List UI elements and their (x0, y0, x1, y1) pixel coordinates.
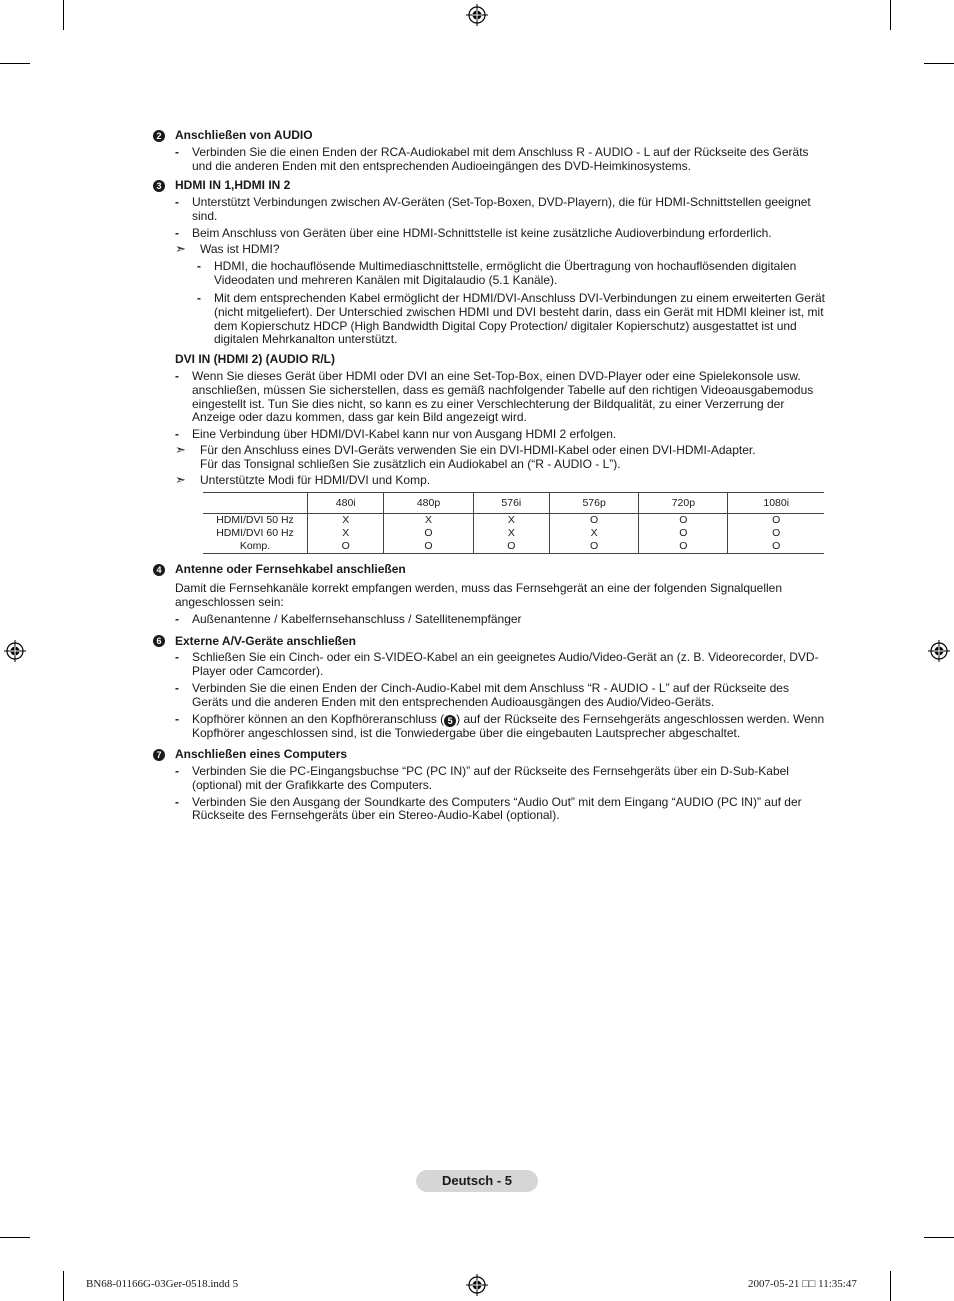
section-heading-computer (153, 748, 825, 762)
registration-mark-icon (466, 1274, 488, 1296)
page-number-label: Deutsch - 5 (416, 1170, 538, 1192)
table-cell: X (473, 514, 549, 528)
page-content (153, 129, 825, 823)
crop-mark (924, 1237, 954, 1238)
bullet-text: Beim Anschluss von Geräten über eine HDMI-Schnittstelle ist keine zusätzliche Audioverbindung erforderlich. (192, 225, 772, 240)
section-heading-external-av (153, 635, 825, 649)
bullet-text: Schließen Sie ein Cinch- oder ein S-VIDEO-Kabel an ein geeignetes Audio/Video-Gerät an (z. B. Videorecorder, DVD-Player oder Camcorder). (192, 650, 819, 679)
note-arrow-icon: ➣ (175, 471, 186, 487)
list-item (197, 260, 825, 288)
bullet-dash: - (197, 259, 201, 274)
note-arrow-icon: ➣ (175, 240, 186, 256)
list-item (175, 651, 825, 679)
print-file-name: BN68-01166G-03Ger-0518.indd 5 (86, 1278, 239, 1290)
note-line: Für den Anschluss eines DVI-Geräts verwenden Sie ein DVI-HDMI-Kabel oder einen DVI-HDMI-Adapter. (200, 442, 756, 457)
table-header-cell: 480p (384, 493, 473, 514)
section-heading-antenna (153, 563, 825, 577)
table-cell: O (550, 514, 639, 528)
table-cell: X (384, 514, 473, 528)
registration-mark-icon (466, 4, 488, 26)
section-number-badge: 6 (153, 635, 165, 647)
list-item (175, 713, 825, 741)
paragraph: Damit die Fernsehkanäle korrekt empfangen werden, muss das Fernsehgerät an eine der folgenden Signalquellen angeschlossen sein: (175, 581, 783, 609)
crop-mark (63, 0, 64, 30)
bullet-text: Verbinden Sie die PC-Eingangsbuchse “PC (PC IN)” auf der Rückseite des Fernsehgeräts über ein D-Sub-Kabel (optional) mit der Grafikkarte des Computers. (192, 764, 789, 792)
table-header-cell: 576p (550, 493, 639, 514)
section-title: HDMI IN 1,HDMI IN 2 (175, 178, 291, 193)
table-cell: O (639, 540, 728, 554)
note-arrow-icon: ➣ (175, 441, 186, 457)
list-item (175, 796, 825, 824)
registration-mark-icon (4, 640, 26, 662)
table-cell: O (550, 540, 639, 554)
subsection-title-dvi: DVI IN (HDMI 2) (AUDIO R/L) (175, 352, 335, 367)
table-header-cell: 1080i (728, 493, 824, 514)
section-number-badge: 2 (153, 130, 165, 142)
table-row (203, 514, 824, 528)
bullet-dash: - (175, 794, 179, 809)
print-timestamp: 2007-05-21 □□ 11:35:47 (748, 1278, 857, 1290)
table-header-cell (203, 493, 308, 514)
table-cell: O (384, 527, 473, 540)
note-text (200, 444, 756, 472)
table-cell: O (728, 527, 824, 540)
bullet-dash: - (175, 427, 179, 442)
section-number-badge: 3 (153, 180, 165, 192)
table-cell: X (308, 527, 384, 540)
bullet-text: Verbinden Sie den Ausgang der Soundkarte des Computers “Audio Out” mit dem Eingang “AUDIO (PC IN)” auf der Rückseite des Fernsehgeräts über ein Stereo-Audio-Kabel (optional). (192, 794, 802, 823)
list-item (175, 428, 825, 442)
crop-mark (0, 1237, 30, 1238)
supported-modes-table (203, 492, 824, 554)
note (175, 441, 825, 472)
table-cell: HDMI/DVI 60 Hz (216, 527, 294, 540)
text-fragment: Kopfhörer können an den Kopfhöreranschluss ( (192, 711, 445, 726)
note-line: Für das Tonsignal schließen Sie zusätzlich ein Audiokabel an (“R - AUDIO - L”). (200, 456, 621, 471)
bullet-text: Verbinden Sie die einen Enden der Cinch-Audio-Kabel mit dem Anschluss “R - AUDIO - L” auf der Rückseite des Geräts und die anderen Enden mit den entsprechenden Audioausgängen des Audio/Video-Geräts. (192, 680, 789, 709)
crop-mark (924, 63, 954, 64)
section-number-badge: 4 (153, 564, 165, 576)
table-cell: O (639, 514, 728, 528)
bullet-text: Verbinden Sie die einen Enden der RCA-Audiokabel mit dem Anschluss R - AUDIO - L auf der Rückseite des Geräts und die anderen Enden mit den entsprechenden Audioeingängen des DVD-Heimkinosystems. (192, 144, 809, 173)
table-row (203, 527, 824, 540)
list-item (197, 292, 825, 347)
table-row (203, 540, 824, 554)
section-number-badge: 7 (153, 749, 165, 761)
registration-mark-icon (928, 640, 950, 662)
table-header-row (203, 493, 824, 514)
table-cell: O (384, 540, 473, 554)
text-fragment: ) auf der Rückseite des Fernsehgeräts angeschlossen werden. Wenn Kopfhörer angeschlossen sind, ist die Tonwiedergabe über die eingebauten Lautsprecher abgeschaltet. (192, 711, 825, 740)
table-cell: O (308, 540, 384, 554)
list-item (175, 682, 825, 710)
list-item (175, 227, 825, 241)
table-cell: HDMI/DVI 50 Hz (216, 514, 294, 527)
list-item (175, 196, 825, 224)
table-cell: X (308, 514, 384, 528)
table-cell: O (728, 514, 824, 528)
list-item (175, 765, 825, 793)
section-heading-audio (153, 129, 825, 143)
list-item (175, 370, 825, 425)
table-header-cell: 480i (308, 493, 384, 514)
table-cell: O (728, 540, 824, 554)
bullet-dash: - (175, 764, 179, 779)
bullet-text: Eine Verbindung über HDMI/DVI-Kabel kann nur von Ausgang HDMI 2 erfolgen. (192, 427, 617, 442)
table-cell: Komp. (203, 540, 308, 554)
bullet-dash: - (175, 144, 179, 159)
table-header-cell: 720p (639, 493, 728, 514)
bullet-text: Außenantenne / Kabelfernsehanschluss / Satellitenempfänger (192, 611, 522, 626)
bullet-dash: - (175, 611, 179, 626)
crop-mark (890, 1271, 891, 1301)
bullet-text: Unterstützt Verbindungen zwischen AV-Geräten (Set-Top-Boxen, DVD-Playern), die für HDMI-Schnittstellen geeignet sind. (192, 195, 811, 223)
note-text: Was ist HDMI? (200, 241, 280, 256)
bullet-dash: - (175, 711, 179, 726)
list-item (175, 613, 825, 627)
headphone-jack-number-badge: 5 (444, 715, 456, 727)
bullet-text: Mit dem entsprechenden Kabel ermöglicht der HDMI/DVI-Anschluss DVI-Verbindungen zu einem erweiterten Gerät (nicht mitgeliefert). Der Unterschied zwischen HDMI und DVI besteht darin, dass ein Gerät mit HDMI kleiner ist, mit dem Kopierschutz HDCP (High Bandwidth Digital Copy Protection/ digitaler Kopierschutz) ausgestattet ist und digitalen Mehrkanalton unterstützt. (214, 290, 825, 347)
crop-mark (890, 0, 891, 30)
bullet-text: HDMI, die hochauflösende Multimediaschnittstelle, ermöglicht die Übertragung von hochauflösenden digitalen Videodaten und mehreren Kanälen mit Digitalaudio (5.1 Kanäle). (214, 259, 797, 288)
table-cell: O (639, 527, 728, 540)
section-heading-hdmi (153, 179, 825, 193)
bullet-dash: - (175, 368, 179, 383)
note (175, 471, 825, 488)
bullet-dash: - (175, 680, 179, 695)
note (175, 240, 825, 257)
bullet-dash: - (197, 290, 201, 305)
section-title: Anschließen eines Computers (175, 747, 348, 762)
table-header-cell: 576i (473, 493, 549, 514)
table-cell: O (473, 540, 549, 554)
bullet-dash: - (175, 195, 179, 210)
table-cell: X (473, 527, 549, 540)
bullet-text (192, 713, 825, 741)
bullet-dash: - (175, 225, 179, 240)
crop-mark (63, 1271, 64, 1301)
bullet-dash: - (175, 650, 179, 665)
crop-mark (0, 63, 30, 64)
table-cell: X (550, 527, 639, 540)
list-item (175, 146, 825, 174)
section-title: Externe A/V-Geräte anschließen (175, 633, 356, 648)
section-title: Anschließen von AUDIO (175, 128, 313, 142)
bullet-text: Wenn Sie dieses Gerät über HDMI oder DVI an eine Set-Top-Box, einen DVD-Player oder eine Spielekonsole usw. anschließen, müssen Sie sicherstellen, dass es gemäß nachfolgender Tabelle auf den richtigen Videoausgabemodus eingestellt ist. Tun Sie dies nicht, so kann es zu einer Verschlechterung der Bildqualität, zu einer Verzerrung der Anzeige oder dazu kommen, dass gar kein Bild angezeigt wird. (192, 368, 814, 425)
note-text: Unterstützte Modi für HDMI/DVI und Komp. (200, 472, 431, 487)
section-title: Antenne oder Fernsehkabel anschließen (175, 562, 406, 577)
